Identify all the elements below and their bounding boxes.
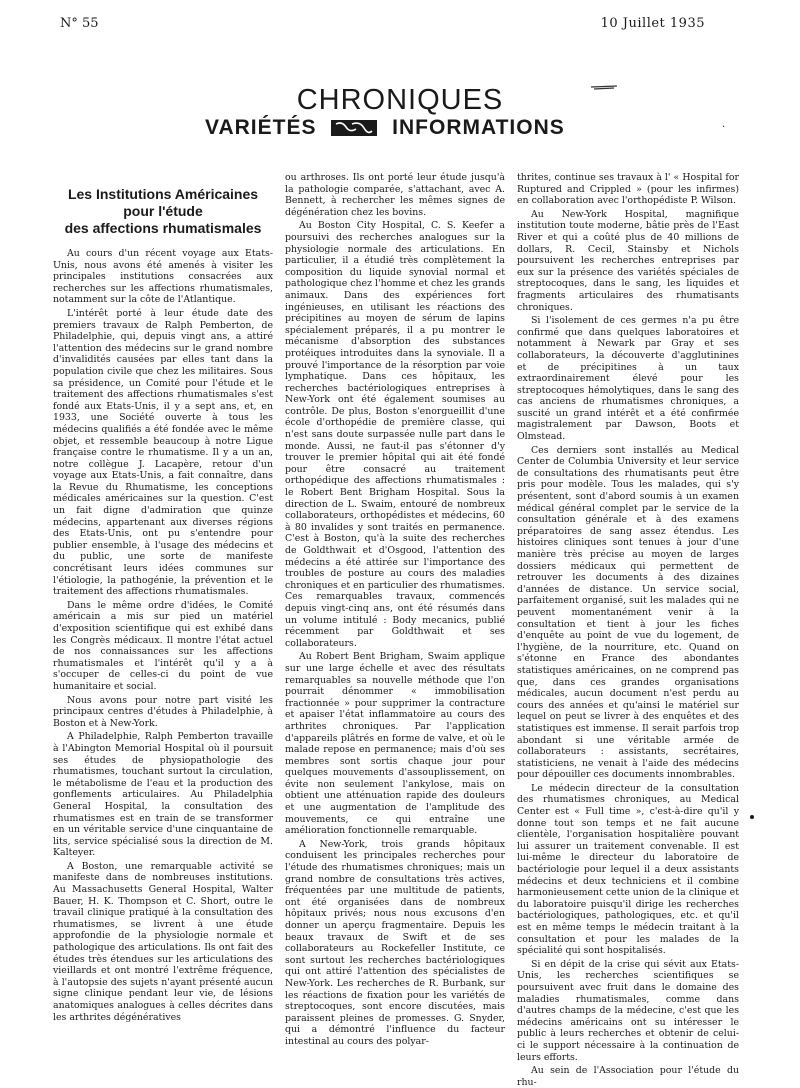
masthead-right-word: INFORMATIONS: [392, 116, 565, 140]
paragraph: L'intérêt porté à leur étude date des premiers travaux de Ralph Pemberton, de Philadelphie, qui, depuis vingt ans, a attiré l'attention des médecins sur le grand nombre d'invalidités causées par elles tant dans la population civile que chez les militaires. Sous sa présidence, un Comité pour l'étude et le traitement des affections rhumatismales s'est fondé aux Etats-Unis, il y a sept ans, et, en 1933, une Société ouverte à tous les médecins qualifiés a été fondée avec le même objet, et ressemble beaucoup à notre Ligue française contre le rhumatisme. Il y a un an, notre collègue J. Lacapère, retour d'un voyage aux Etats-Unis, a fait connaître, dans la Revue du Rhumatisme, les conceptions médicales américaines sur la question. C'est un fait digne d'admiration que quinze médecins, appartenant aux diverses régions des Etats-Unis, ont pu s'entendre pour publier ensemble, à l'usage des médecins et du public, une sorte de manifeste concrétisant leurs idées communes sur l'étiologie, la pathogénie, la prévention et le traitement des affections rhumatismales.: [53, 307, 273, 598]
article-column-1: [53, 248, 273, 1066]
paragraph: A Boston, une remarquable activité se manifeste dans de nombreuses institutions. Au Massachusetts General Hospital, Walter Bauer, H. K. Thompson et C. Short, outre le travail clinique pratiqué à la consultation des rhumatismes, se livrent à une étude approfondie de la physiologie normale et pathologique des articulations. Ils ont fait des études très étendues sur les articulations des vieillards et ont montré l'extrême fréquence, à l'autopsie des sujets n'ayant présenté aucun signe clinique pendant leur vie, de lésions anatomiques analogues à celles décrites dans les arthrites dégénératives: [53, 860, 273, 1023]
masthead-subtitle: [205, 116, 565, 140]
issue-number: N° 55: [60, 16, 99, 31]
article-title: [53, 186, 273, 237]
margin-dot: [750, 815, 754, 819]
article-column-3: [517, 172, 739, 1088]
paragraph: Au Robert Bent Brigham, Swaim applique sur une large échelle et avec des résultats remarquables sa nouvelle méthode que l'on pourrait dénommer « immobilisation fractionnée » pour supprimer la contracture et apaiser l'état inflammatoire au cours des arthrites chroniques. Par l'application d'appareils plâtrés en forme de valve, et où le malade repose en permanence; mais d'où ses membres sont sortis chaque jour pour quelques mouvements d'assouplissement, on évite non seulement l'ankylose, mais on obtient une atténuation rapide des douleurs et une augmentation de l'amplitude des mouvements, ce qui entraîne une amélioration fonctionnelle remarquable.: [285, 651, 505, 837]
paragraph: Au cours d'un récent voyage aux Etats-Unis, nous avons été amenés à visiter les principales institutions consacrées aux recherches sur les affections rhumatismales, notamment sur la côte de l'Atlantique.: [53, 248, 273, 306]
paragraph: A New-York, trois grands hôpitaux conduisent les principales recherches pour l'étude des rhumatismes chroniques; mais un grand nombre de consultations très actives, fréquentées par une multitude de patients, ont été organisées dans de nombreux hôpitaux privés; nous nous excusons d'en donner un aperçu fragmentaire. Depuis les beaux travaux de Swift et de ses collaborateurs au Rockefeller Institute, ce sont surtout les recherches bactériologiques qui ont attiré l'attention des spécialistes de New-York. Les recherches de R. Burbank, sur les réactions de fixation pour les variétés de streptocoques, sont encore discutées, mais paraissent pleines de promesses. G. Snyder, qui a démontré l'influence du facteur intestinal au cours des polyar-: [285, 838, 505, 1047]
issue-date: 10 Juillet 1935: [600, 16, 705, 31]
paragraph: Au Boston City Hospital, C. S. Keefer a poursuivi des recherches analogues sur la physiologie normale des articulations. En particulier, il a étudié très complètement la composition du liquide synovial normal et pathologique chez l'homme et chez les grands animaux. Dans des expériences fort ingénieuses, en utilisant les réactions des précipitines au moyen de sérum de lapins spécialement préparés, il a pu montrer le mécanisme d'absorption des substances protéiques introduites dans la synoviale. Il a prouvé l'importance de la résorption par voie lymphatique. Dans ces hôpitaux, les recherches bactériologiques entreprises à New-York ont été également soumises au contrôle. De plus, Boston s'enorgueillit d'une école d'orthopédie de première classe, qui n'est sans doute surpassée nulle part dans le monde. Aussi, ne faut-il pas s'étonner d'y trouver le premier hôpital qui ait été fondé pour être consacré au traitement orthopédique des affections rhumatismales : le Robert Bent Brigham Hospital. Sous la direction de L. Swaim, entouré de nombreux collaborateurs, orthopédistes et médecins, 60 à 80 invalides y sont traités en permanence. C'est à Boston, qu'à la suite des recherches de Goldthwait et d'Osgood, l'attention des médecins a été attirée sur l'importance des troubles de posture au cours des maladies chroniques et en particulier des rhumatismes. Ces remarquables travaux, commencés depuis vingt-cinq ans, ont été résumés dans un volume intitulé : Body mecanics, publié récemment par Goldthwait et ses collaborateurs.: [285, 220, 506, 649]
paragraph: Au New-York Hospital, magnifique institution toute moderne, bâtie près de l'East River et qui a coûté plus de 40 millions de dollars, R. Cecil, Stainsby et Nichols poursuivent les recherches entreprises par eux sur la présence des variétés spéciales de streptocoques, dans le sang, les liquides et fragments articulaires des rhumatisants chroniques.: [517, 208, 739, 313]
masthead-title: CHRONIQUES: [296, 84, 504, 116]
article-title-line-2: pour l'étude: [123, 203, 203, 219]
paragraph: ou arthroses. Ils ont porté leur étude jusqu'à la pathologie comparée, s'attachant, avec A. Bennett, à rechercher les mêmes signes de dégénération chez les bovins.: [285, 172, 505, 218]
paragraph: Si l'isolement de ces germes n'a pu être confirmé que dans quelques laboratoires et notamment à Newark par Gray et ses collaborateurs, la découverte d'agglutinines et de précipitines à un taux extraordinairement élevé pour les streptocoques hémolytiques, dans le sang des cas anciens de rhumatismes chroniques, a suscité un grand intérêt et a été confirmée magistralement par Dawson, Boots et Olmstead.: [517, 315, 739, 443]
paragraph: Le médecin directeur de la consultation des rhumatismes chroniques, au Medical Center est « Full time », c'est-à-dire qu'il y donne tout son temps et ne fait aucune clientèle, l'organisation hospitalière pouvant lui assurer un traitement convenable. Il est lui-même le directeur du laboratoire de bactériologie pour lequel il a deux assistants médecins et deux techniciens et il combine harmonieusement cette union de la clinique et du laboratoire puisqu'il dirige les recherches bactériologiques, pathologiques, etc. et qu'il est en même temps le médecin traitant à la consultation et pour les malades de la spécialité qui sont hospitalisés.: [517, 782, 739, 957]
paragraph: Ces derniers sont installés au Medical Center de Columbia University et leur service de consultations des rhumatisants peut être pris pour modèle. Tous les malades, qui s'y présentent, sont d'abord soumis à un examen médical général complet par le service de la consultation générale et à des examens préparatoires de sang assez étendus. Les histoires cliniques sont tenues à jour d'une manière très précise au moyen de larges dossiers médicaux qui permettent de retrouver les documents à des dizaines d'années de distance. Un service social, parfaitement organisé, suit les malades qui ne peuvent momentanément venir à la consultation et tient à jour les fiches d'enquête au point de vue du logement, de l'hygiène, de la nourriture, etc. Quand on s'étonne en France des abondantes statistiques américaines, on ne comprend pas que, dans ces grandes organisations médicales, aucun document n'est perdu au cours des années et qu'ainsi le matériel sur lequel on peut se livrer à des enquêtes et des statistiques est immense. Il serait parfois trop abondant si une véritable armée de collaborateurs : assistants, secrétaires, statisticiens, ne venait à l'aide des médecins pour dépouiller ces documents innombrables.: [517, 444, 739, 781]
paragraph: thrites, continue ses travaux à l' « Hospital for Ruptured and Crippled » (pour les infirmes) en collaboration avec l'orthopédiste P. Wilson.: [517, 172, 739, 207]
paragraph: A Philadelphie, Ralph Pemberton travaille à l'Abington Memorial Hospital où il poursuit ses études de physiopathologie des rhumatismes, touchant surtout la circulation, le métabolisme de l'eau et la production des gonflements articulaires. Au Philadelphia General Hospital, la consultation des rhumatismes est en train de se transformer en un véritable service d'une cinquantaine de lits, service spécialisé sous la direction de M. Kalteyer.: [53, 731, 273, 859]
masthead-logo-icon: [331, 120, 377, 136]
paragraph: Si en dépit de la crise qui sévit aux Etats-Unis, les recherches scientifiques se poursuivent avec fruit dans le domaine des maladies rhumatismales, comme dans d'autres champs de la médecine, c'est que les médecins américains ont su intéresser le public à leurs recherches et obtenir de celui-ci le support nécessaire à la continuation de leurs efforts.: [517, 958, 739, 1063]
paragraph: Au sein de l'Association pour l'étude du rhu-: [517, 1065, 739, 1088]
paragraph: Nous avons pour notre part visité les principaux centres d'études à Philadelphie, à Boston et à New-York.: [53, 694, 273, 729]
article-title-line-1: Les Institutions Américaines: [67, 186, 259, 202]
margin-mark: ·: [722, 122, 726, 133]
paragraph: Dans le même ordre d'idées, le Comité américain a mis sur pied un matériel d'exposition scientifique qui est exhibé dans les Congrès médicaux. Il montre l'état actuel de nos connaissances sur les affections rhumatismales et l'intérêt qu'il y a à s'occuper de celles-ci du point de vue humanitaire et social.: [53, 599, 273, 692]
masthead-left-word: VARIÉTÉS: [205, 116, 317, 140]
article-column-2: [285, 172, 505, 1066]
article-title-line-3: des affections rhumatismales: [64, 220, 262, 236]
